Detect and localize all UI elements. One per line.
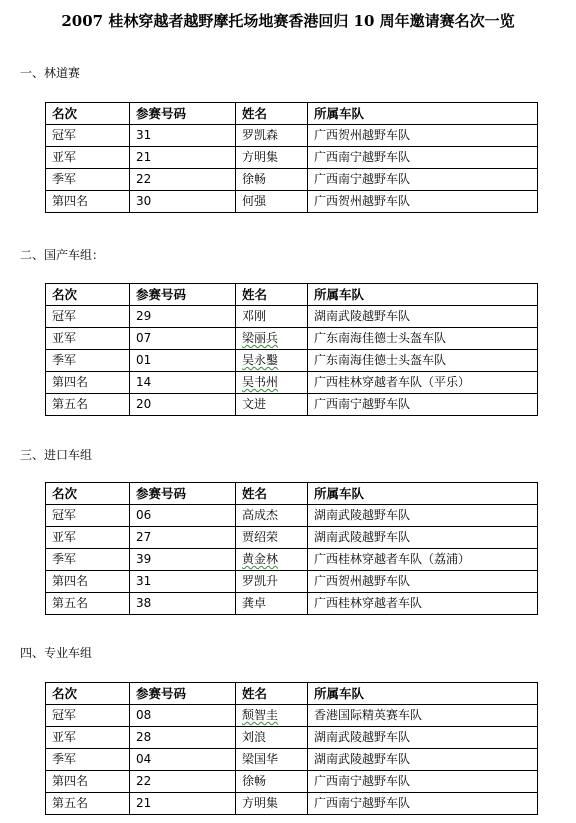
table-header-row [46, 284, 538, 306]
name-cell [236, 350, 308, 372]
rank-cell: 第五名 [46, 394, 130, 416]
table-row [46, 549, 538, 571]
team-cell: 广西贺州越野车队 [308, 125, 538, 147]
name-cell: 方明集 [236, 793, 308, 815]
header-number: 参赛号码 [130, 483, 236, 505]
name-cell: 高成杰 [236, 505, 308, 527]
name-cell: 邓刚 [236, 306, 308, 328]
team-cell: 广西南宁越野车队 [308, 793, 538, 815]
rank-cell: 第四名 [46, 191, 130, 213]
table-row [46, 527, 538, 549]
name-cell: 龚卓 [236, 593, 308, 615]
rank-cell: 亚军 [46, 727, 130, 749]
team-cell: 广西南宁越野车队 [308, 169, 538, 191]
rank-cell: 季军 [46, 350, 130, 372]
team-cell: 湖南武陵越野车队 [308, 306, 538, 328]
number-cell: 31 [130, 125, 236, 147]
number-cell: 21 [130, 147, 236, 169]
rank-cell: 亚军 [46, 328, 130, 350]
table-row [46, 705, 538, 727]
header-rank: 名次 [46, 103, 130, 125]
name-cell: 罗凯升 [236, 571, 308, 593]
name-text: 黄金林 [242, 552, 279, 566]
team-cell: 广东南海佳德士头盔车队 [308, 328, 538, 350]
table-row [46, 306, 538, 328]
rank-cell: 第五名 [46, 793, 130, 815]
table-row [46, 169, 538, 191]
table-row [46, 727, 538, 749]
team-cell: 广西贺州越野车队 [308, 191, 538, 213]
team-cell: 湖南武陵越野车队 [308, 727, 538, 749]
table-row [46, 571, 538, 593]
number-cell: 38 [130, 593, 236, 615]
table-header-row [46, 683, 538, 705]
number-cell: 22 [130, 771, 236, 793]
rank-cell: 季军 [46, 549, 130, 571]
rank-cell: 季军 [46, 169, 130, 191]
team-cell: 广西贺州越野车队 [308, 571, 538, 593]
team-cell: 香港国际精英赛车队 [308, 705, 538, 727]
section-title-professional-group: 四、专业车组 [20, 646, 93, 660]
name-cell: 方明集 [236, 147, 308, 169]
table-row [46, 593, 538, 615]
number-cell: 27 [130, 527, 236, 549]
rank-cell: 冠军 [46, 125, 130, 147]
table-row [46, 147, 538, 169]
section-title-imported-group: 三、进口车组 [20, 448, 93, 462]
table-row [46, 191, 538, 213]
number-cell: 08 [130, 705, 236, 727]
header-team: 所属车队 [308, 284, 538, 306]
header-team: 所属车队 [308, 683, 538, 705]
team-cell: 湖南武陵越野车队 [308, 527, 538, 549]
header-name: 姓名 [236, 103, 308, 125]
name-cell [236, 328, 308, 350]
number-cell: 31 [130, 571, 236, 593]
results-table-domestic-group [45, 283, 538, 416]
header-team: 所属车队 [308, 483, 538, 505]
rank-cell: 季军 [46, 749, 130, 771]
rank-cell: 冠军 [46, 306, 130, 328]
table-row [46, 505, 538, 527]
team-cell: 广西桂林穿越者车队 [308, 593, 538, 615]
name-text: 颓智圭 [242, 708, 279, 722]
table-row [46, 793, 538, 815]
name-text: 吴书州 [242, 375, 279, 389]
header-rank: 名次 [46, 284, 130, 306]
name-cell: 梁国华 [236, 749, 308, 771]
number-cell: 28 [130, 727, 236, 749]
name-cell: 徐畅 [236, 771, 308, 793]
rank-cell: 亚军 [46, 147, 130, 169]
name-text: 吴永鑿 [242, 353, 279, 367]
team-cell: 广西桂林穿越者车队（荔浦） [308, 549, 538, 571]
number-cell: 14 [130, 372, 236, 394]
header-number: 参赛号码 [130, 683, 236, 705]
section-title-forest-race: 一、林道赛 [20, 66, 81, 80]
rank-cell: 第五名 [46, 593, 130, 615]
header-name: 姓名 [236, 483, 308, 505]
name-cell: 徐畅 [236, 169, 308, 191]
number-cell: 29 [130, 306, 236, 328]
name-cell: 刘浪 [236, 727, 308, 749]
section-title-domestic-group: 二、国产车组： [20, 248, 105, 262]
team-cell: 湖南武陵越野车队 [308, 505, 538, 527]
name-cell [236, 705, 308, 727]
team-cell: 广西桂林穿越者车队（平乐） [308, 372, 538, 394]
table-row [46, 125, 538, 147]
rank-cell: 冠军 [46, 505, 130, 527]
number-cell: 07 [130, 328, 236, 350]
rank-cell: 第四名 [46, 372, 130, 394]
table-row [46, 350, 538, 372]
name-cell: 罗凯森 [236, 125, 308, 147]
team-cell: 广西南宁越野车队 [308, 147, 538, 169]
results-table-forest-race [45, 102, 538, 213]
number-cell: 39 [130, 549, 236, 571]
rank-cell: 冠军 [46, 705, 130, 727]
header-number: 参赛号码 [130, 103, 236, 125]
table-header-row [46, 483, 538, 505]
team-cell: 广西南宁越野车队 [308, 394, 538, 416]
number-cell: 30 [130, 191, 236, 213]
header-name: 姓名 [236, 683, 308, 705]
header-rank: 名次 [46, 683, 130, 705]
rank-cell: 亚军 [46, 527, 130, 549]
header-team: 所属车队 [308, 103, 538, 125]
table-row [46, 394, 538, 416]
table-header-row [46, 103, 538, 125]
header-number: 参赛号码 [130, 284, 236, 306]
results-table-professional-group [45, 682, 538, 815]
team-cell: 湖南武陵越野车队 [308, 749, 538, 771]
number-cell: 01 [130, 350, 236, 372]
name-text: 梁丽兵 [242, 331, 279, 345]
team-cell: 广东南海佳德士头盔车队 [308, 350, 538, 372]
number-cell: 22 [130, 169, 236, 191]
number-cell: 04 [130, 749, 236, 771]
table-row [46, 372, 538, 394]
table-row [46, 328, 538, 350]
table-row [46, 749, 538, 771]
document-title: 2007 桂林穿越者越野摩托场地赛香港回归 10 周年邀请赛名次一览 [61, 12, 515, 30]
rank-cell: 第四名 [46, 771, 130, 793]
number-cell: 06 [130, 505, 236, 527]
table-row [46, 771, 538, 793]
name-cell: 何强 [236, 191, 308, 213]
team-cell: 广西南宁越野车队 [308, 771, 538, 793]
name-cell [236, 549, 308, 571]
name-cell: 贾绍荣 [236, 527, 308, 549]
name-cell [236, 372, 308, 394]
name-cell: 文进 [236, 394, 308, 416]
rank-cell: 第四名 [46, 571, 130, 593]
header-name: 姓名 [236, 284, 308, 306]
header-rank: 名次 [46, 483, 130, 505]
results-table-imported-group [45, 482, 538, 615]
number-cell: 21 [130, 793, 236, 815]
number-cell: 20 [130, 394, 236, 416]
